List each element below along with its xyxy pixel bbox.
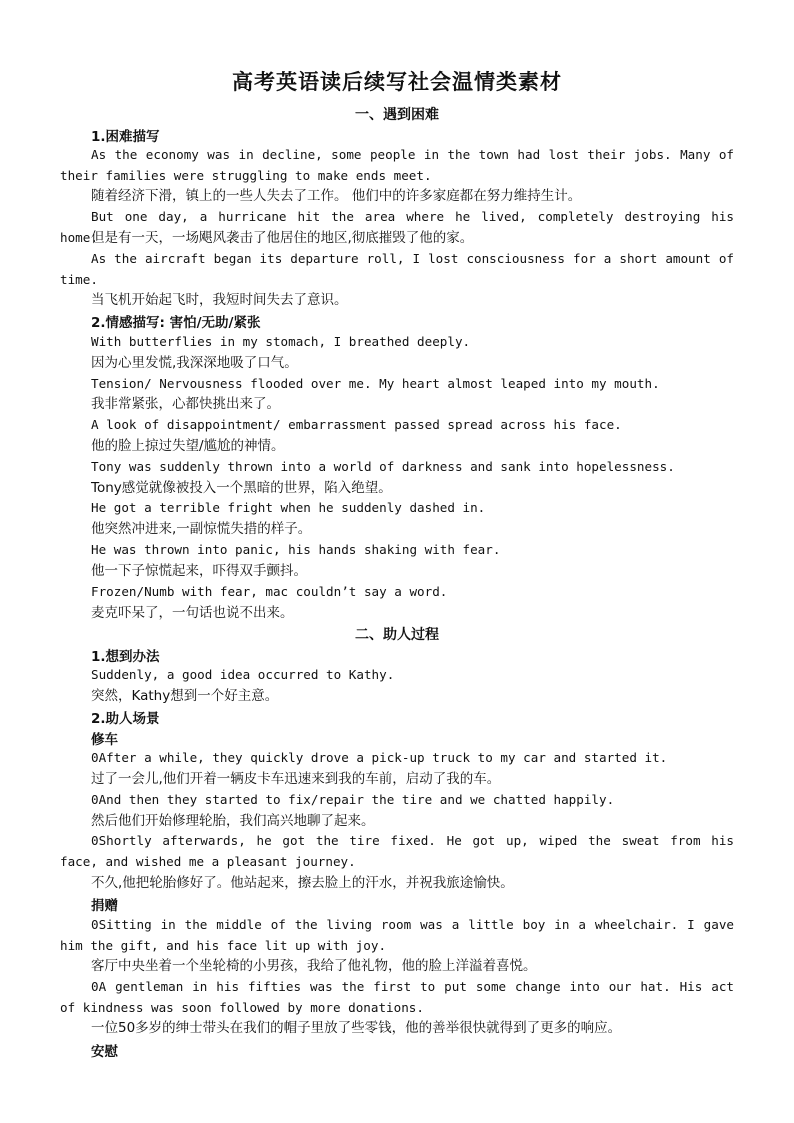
english-sentence: He got a terrible fright when he suddenly dashed in. xyxy=(91,500,486,515)
english-sentence: Tony was suddenly thrown into a world of darkness and sank into hopelessness. xyxy=(91,459,675,474)
chinese-translation: 一位50多岁的绅士带头在我们的帽子里放了些零钱，他的善举很快就得到了更多的响应。 xyxy=(91,1020,622,1036)
english-sentence: 0After a while, they quickly drove a pick-up truck to my car and started it. xyxy=(91,750,668,765)
chinese-translation: 随着经济下滑，镇上的一些人失去了工作。 他们中的许多家庭都在努力维持生计。 xyxy=(91,188,582,204)
english-sentence: Tension/ Nervousness flooded over me. My heart almost leaped into my mouth. xyxy=(91,376,660,391)
english-sentence: A look of disappointment/ embarrassment passed spread across his face. xyxy=(91,417,622,432)
chinese-translation: 客厅中央坐着一个坐轮椅的小男孩，我给了他礼物，他的脸上洋溢着喜悦。 xyxy=(91,958,537,974)
subheading-find-solution: 1.想到办法 xyxy=(91,649,160,665)
chinese-translation: 他突然冲进来,一副惊慌失措的样子。 xyxy=(91,521,312,537)
chinese-translation: 但是有一天，一场飓风袭击了他居住的地区,彻底摧毁了他的家。 xyxy=(91,230,474,246)
chinese-translation: 突然，Kathy想到一个好主意。 xyxy=(91,688,279,704)
chinese-translation: 麦克吓呆了，一句话也说不出来。 xyxy=(91,605,294,621)
english-sentence: But one day, a hurricane hit the area where he lived, completely destroying his home. xyxy=(60,209,734,245)
english-sentence: Suddenly, a good idea occurred to Kathy. xyxy=(91,667,395,682)
english-sentence: 0Sitting in the middle of the living room was a little boy in a wheelchair. I gave him the gift, and his face lit up with joy. xyxy=(60,917,734,953)
category-comfort: 安慰 xyxy=(91,1044,118,1060)
subheading-emotion-description: 2.情感描写: 害怕/无助/紧张 xyxy=(91,315,261,331)
english-sentence: Frozen/Numb with fear, mac couldn’t say a word. xyxy=(91,584,448,599)
chinese-translation: 然后他们开始修理轮胎，我们高兴地聊了起来。 xyxy=(91,813,375,829)
section-heading-helping: 二、助人过程 xyxy=(355,627,439,643)
english-sentence: As the aircraft began its departure roll, I lost consciousness for a short amount of time. xyxy=(60,251,734,287)
english-sentence: 0Shortly afterwards, he got the tire fixed. He got up, wiped the sweat from his face, and wished me a pleasant journey. xyxy=(60,833,734,869)
chinese-translation: 他的脸上掠过失望/尴尬的神情。 xyxy=(91,438,285,454)
chinese-translation: 因为心里发慌,我深深地吸了口气。 xyxy=(91,355,298,371)
chinese-translation: 过了一会儿,他们开着一辆皮卡车迅速来到我的车前，启动了我的车。 xyxy=(91,771,501,787)
chinese-translation: Tony感觉就像被投入一个黑暗的世界，陷入绝望。 xyxy=(91,480,392,496)
chinese-translation: 当飞机开始起飞时，我短时间失去了意识。 xyxy=(91,292,348,308)
english-sentence: With butterflies in my stomach, I breathed deeply. xyxy=(91,334,471,349)
subheading-helping-scenes: 2.助人场景 xyxy=(91,711,160,727)
english-sentence: As the economy was in decline, some people in the town had lost their jobs. Many of their families were struggling to make ends meet. xyxy=(60,147,734,183)
page-title: 高考英语读后续写社会温情类素材 xyxy=(232,70,562,94)
english-sentence: 0And then they started to fix/repair the tire and we chatted happily. xyxy=(91,792,615,807)
section-heading-difficulty: 一、遇到困难 xyxy=(355,107,439,123)
subheading-difficulty-description: 1.困难描写 xyxy=(91,129,160,145)
english-sentence: He was thrown into panic, his hands shaking with fear. xyxy=(91,542,501,557)
chinese-translation: 不久,他把轮胎修好了。他站起来，擦去脸上的汗水，并祝我旅途愉快。 xyxy=(91,875,514,891)
category-donation: 捐赠 xyxy=(91,898,118,914)
category-car-repair: 修车 xyxy=(91,732,118,748)
english-sentence: 0A gentleman in his fifties was the first to put some change into our hat. His act of kindness was soon followed by more donations. xyxy=(60,979,734,1015)
chinese-translation: 我非常紧张，心都快挑出来了。 xyxy=(91,396,280,412)
chinese-translation: 他一下子惊慌起来，吓得双手颤抖。 xyxy=(91,563,307,579)
